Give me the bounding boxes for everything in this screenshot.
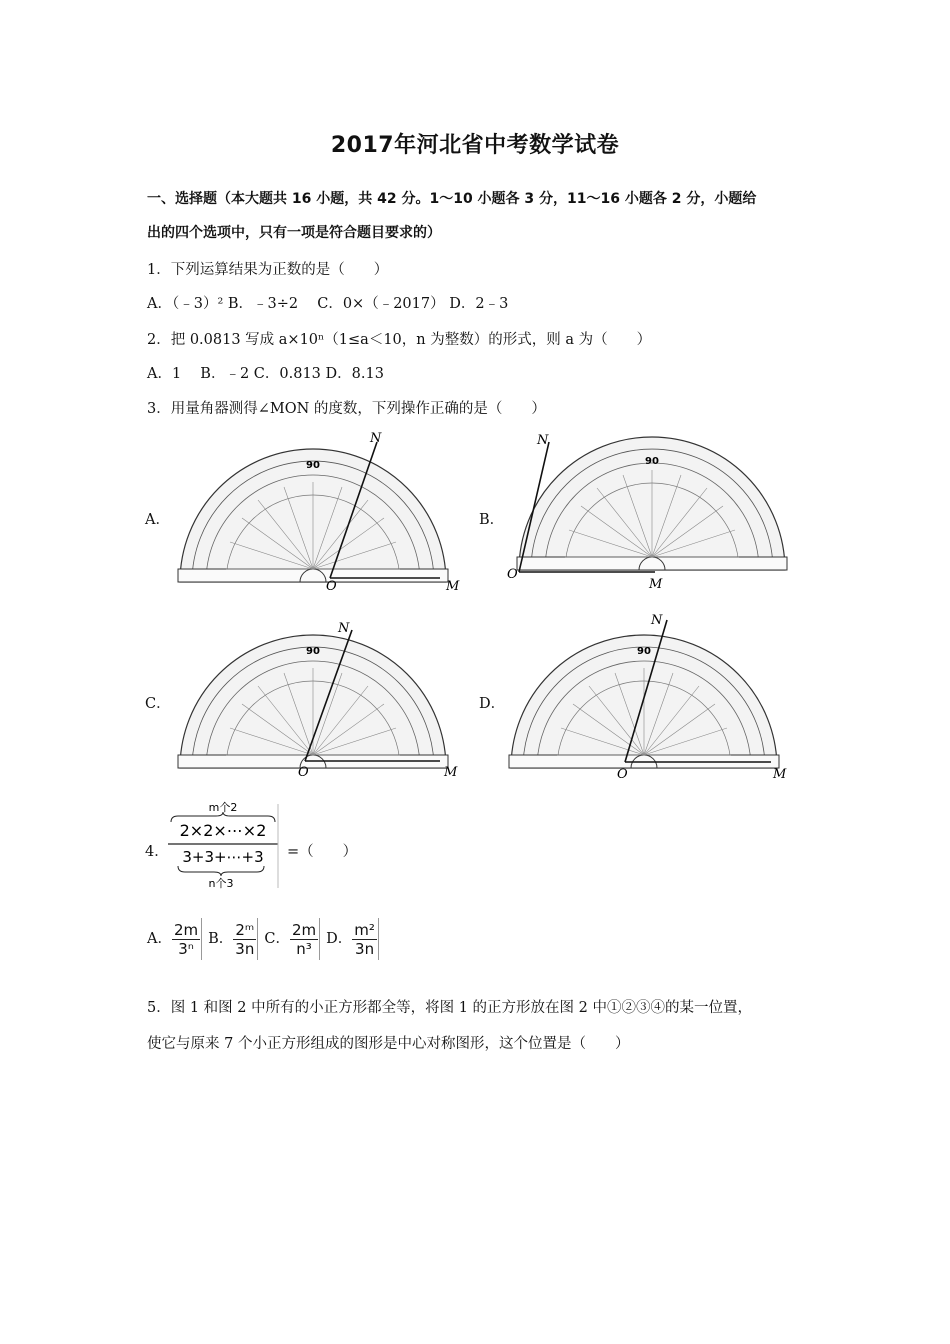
q4-option-a-num: 2m xyxy=(173,920,199,939)
q4-label: 4． xyxy=(145,844,169,860)
q3-stem: 3．用量角器测得∠MON 的度数，下列操作正确的是（ ） xyxy=(147,401,546,417)
q4-option-b-label: B． xyxy=(208,931,234,947)
q4-options xyxy=(147,918,385,960)
point-o-label: O xyxy=(326,579,337,594)
q3-option-b-label: B． xyxy=(479,512,505,528)
q2-options: A．1 B．﹣2 C．0.813 D．8.13 xyxy=(147,366,384,382)
q4-equals: =（ ） xyxy=(287,844,358,860)
q4-option-c-den: n³ xyxy=(296,939,312,958)
point-m-label: M xyxy=(773,767,787,782)
divider xyxy=(257,918,258,960)
protractor-a xyxy=(170,430,465,595)
point-n-label: N xyxy=(338,621,350,636)
protractor-d xyxy=(505,612,800,784)
divider xyxy=(378,918,379,960)
point-o-label: O xyxy=(617,767,628,782)
q3-option-c-label: C． xyxy=(145,696,171,712)
q4-option-a xyxy=(172,921,200,958)
q3-option-d-label: D． xyxy=(479,696,506,712)
point-n-label: N xyxy=(370,431,382,446)
q4-option-d-den: 3n xyxy=(355,939,375,958)
q5-line2: 使它与原来 7 个小正方形组成的图形是中心对称图形，这个位置是（ ） xyxy=(147,1036,630,1052)
divider xyxy=(319,918,320,960)
tick-90-label: 90 xyxy=(645,456,659,467)
protractor-c xyxy=(170,618,465,783)
q4-option-c-label: C． xyxy=(264,931,290,947)
page-title: 2017年河北省中考数学试卷 xyxy=(330,133,620,158)
q1-stem: 1．下列运算结果为正数的是（ ） xyxy=(147,262,389,278)
point-m-label: M xyxy=(649,577,663,592)
q4-numerator: 2×2×⋯×2 xyxy=(179,821,267,840)
q2-stem: 2．把 0.0813 写成 a×10ⁿ（1≤a＜10，n 为整数）的形式，则 a 为（ ） xyxy=(147,332,652,348)
divider xyxy=(201,918,202,960)
q4-option-b-den: 3n xyxy=(235,939,255,958)
q4-option-a-label: A． xyxy=(147,931,172,947)
q4-option-d-label: D． xyxy=(326,931,353,947)
point-n-label: N xyxy=(537,433,549,448)
tick-90-label: 90 xyxy=(306,460,320,471)
point-o-label: O xyxy=(507,567,518,582)
point-o-label: O xyxy=(298,765,309,780)
q4-option-d xyxy=(352,921,377,958)
point-m-label: M xyxy=(446,579,460,594)
q4-option-b-num: 2ᵐ xyxy=(233,921,256,940)
q1-options: A．（﹣3）² B．﹣3÷2 C．0×（﹣2017） D．2﹣3 xyxy=(147,296,509,312)
q4-bottom-brace-label: n个3 xyxy=(208,877,234,890)
point-n-label: N xyxy=(651,613,663,628)
q5-line1: 5．图 1 和图 2 中所有的小正方形都全等，将图 1 的正方形放在图 2 中①②③④的某一位置， xyxy=(147,1000,752,1016)
q4-top-brace-label: m个2 xyxy=(208,801,238,814)
protractor-b xyxy=(505,430,795,595)
tick-90-label: 90 xyxy=(637,646,651,657)
q4-option-c-num: 2m xyxy=(291,920,317,939)
section-heading-line1: 一、选择题（本大题共 16 小题，共 42 分。1～10 小题各 3 分，11～16 小题各 2 分，小题给 xyxy=(147,191,757,207)
q3-option-a-label: A． xyxy=(145,512,170,528)
point-m-label: M xyxy=(444,765,458,780)
section-heading-line2: 出的四个选项中，只有一项是符合题目要求的） xyxy=(147,225,441,241)
q4-bottom-brace xyxy=(178,866,264,876)
q4-fraction xyxy=(166,800,281,890)
q4-option-d-num: m² xyxy=(354,920,375,939)
q4-option-a-den: 3ⁿ xyxy=(178,939,194,958)
q4-option-b xyxy=(233,921,256,958)
tick-90-label: 90 xyxy=(306,646,320,657)
q4-option-c xyxy=(290,921,318,958)
q4-denominator: 3+3+⋯+3 xyxy=(182,848,264,866)
